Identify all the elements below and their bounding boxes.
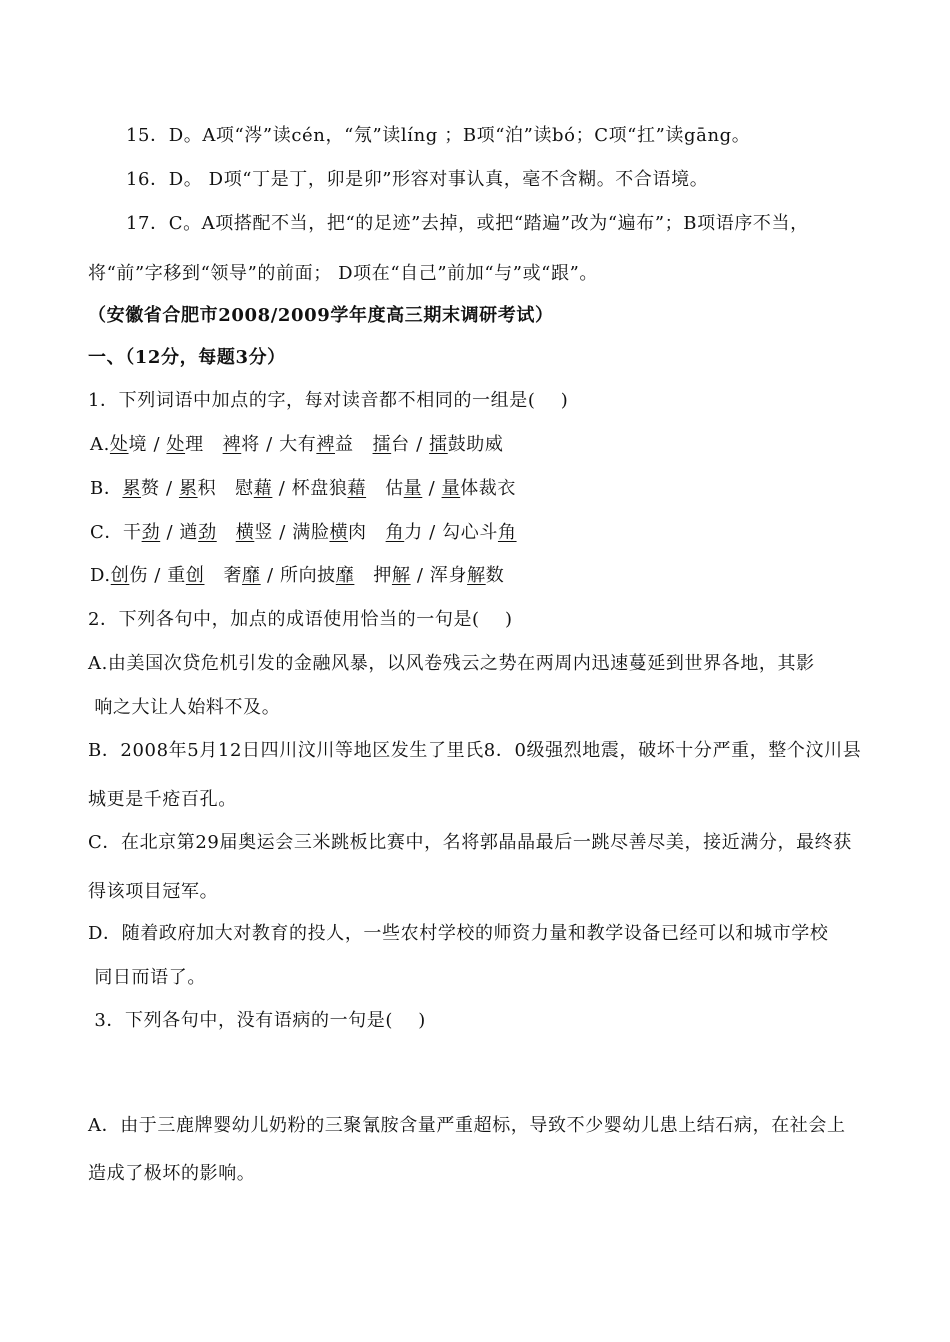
- word-text: 伤: [129, 565, 148, 586]
- word-text: 力: [404, 522, 423, 543]
- word-text: 押: [373, 565, 392, 586]
- word-pair: [373, 565, 504, 586]
- word-text: / 所向披: [260, 565, 336, 586]
- word-pair: [110, 434, 204, 455]
- word-text: 将: [241, 434, 260, 455]
- question-2-option-d-line-2: 同日而语了。: [88, 967, 206, 988]
- dotted-character: 劲: [198, 522, 217, 543]
- question-2-option-a-line-2: 响之大让人始料不及。: [88, 697, 281, 718]
- option-label: A.: [90, 434, 110, 455]
- dotted-character: 劲: [141, 522, 161, 543]
- word-text: 积: [197, 478, 217, 499]
- word-text: /: [159, 478, 179, 499]
- question-2-option-d-line-1: D．随着政府加大对教育的投人，一些农村学校的师资力量和教学设备已经可以和城市学校: [88, 923, 829, 944]
- word-pair: [385, 478, 516, 499]
- word-text: 奢: [223, 565, 243, 586]
- answer-17-line-1: 17．C。A项搭配不当，把“的足迹”去掉，或把“踏遍”改为“遍布”；B项语序不当，: [126, 213, 809, 234]
- question-3-option-a-line-1: A．由于三鹿牌婴幼儿奶粉的三聚氰胺含量严重超标，导致不少婴幼儿患上结石病，在社会上: [88, 1115, 846, 1136]
- dotted-character: 藉: [347, 478, 367, 499]
- word-pair: [236, 522, 367, 543]
- dotted-character: 横: [329, 522, 349, 543]
- answer-16: 16．D。 D项“丁是丁，卯是卯”形容对事认真，毫不含糊。不合语境。: [126, 169, 709, 190]
- word-text: 境: [128, 434, 148, 455]
- word-text: / 浑身: [410, 565, 468, 586]
- dotted-character: 处: [166, 434, 186, 455]
- word-text: / 勾心斗: [422, 522, 498, 543]
- word-text: / 重: [147, 565, 186, 586]
- word-text: 台: [391, 434, 410, 455]
- option-label: B．: [90, 478, 123, 499]
- option-label: D.: [90, 565, 111, 586]
- dotted-character: 擂: [429, 434, 448, 455]
- word-text: 理: [185, 434, 204, 455]
- question-1-option-b: [90, 476, 516, 502]
- question-3-stem: 3．下列各句中，没有语病的一句是( ): [88, 1010, 426, 1031]
- word-text: / 满脸: [272, 522, 330, 543]
- word-text: 益: [334, 434, 354, 455]
- question-1-stem: 1．下列词语中加点的字，每对读音都不相同的一组是( ): [88, 390, 569, 411]
- dotted-character: 角: [497, 522, 517, 543]
- dotted-character: 处: [109, 434, 129, 455]
- word-text: / 杯盘狼: [272, 478, 348, 499]
- exam-source-title: （安徽省合肥市2008/2009学年度高三期末调研考试）: [88, 305, 554, 326]
- question-1-option-a: [90, 432, 504, 458]
- question-1-option-d: [90, 563, 504, 589]
- section-heading: 一、（12分，每题3分）: [88, 347, 286, 368]
- word-pair: [223, 565, 354, 586]
- dotted-character: 裨: [222, 434, 242, 455]
- option-label: C．: [90, 522, 123, 543]
- dotted-character: 量: [441, 478, 461, 499]
- dotted-character: 横: [235, 522, 255, 543]
- dotted-character: 累: [178, 478, 198, 499]
- word-text: 竖: [254, 522, 273, 543]
- dotted-character: 解: [467, 565, 486, 586]
- dotted-character: 创: [110, 565, 130, 586]
- answer-15: 15．D。A项“涔”读cén，“氖”读líng ；B项“泊”读bó；C项“扛”读gāng。: [126, 125, 751, 146]
- word-text: 鼓助威: [447, 434, 504, 455]
- word-pair: [122, 478, 216, 499]
- question-2-stem: 2．下列各句中，加点的成语使用恰当的一句是( ): [88, 609, 513, 630]
- word-pair: [223, 434, 354, 455]
- word-pair: [111, 565, 205, 586]
- dotted-character: 藉: [253, 478, 273, 499]
- word-text: / 大有: [259, 434, 317, 455]
- word-text: 干: [122, 522, 142, 543]
- word-pair: [386, 522, 517, 543]
- word-text: 肉: [348, 522, 367, 543]
- word-pair: [373, 434, 504, 455]
- word-text: /: [409, 434, 430, 455]
- word-text: /: [422, 478, 442, 499]
- word-text: 估: [385, 478, 404, 499]
- dotted-character: 量: [403, 478, 423, 499]
- dotted-character: 角: [385, 522, 405, 543]
- dotted-character: 累: [122, 478, 142, 499]
- dotted-character: 创: [185, 565, 205, 586]
- question-1-option-c: [90, 520, 517, 546]
- word-text: 慰: [235, 478, 254, 499]
- word-text: 数: [485, 565, 505, 586]
- word-text: / 遒: [160, 522, 199, 543]
- dotted-character: 靡: [242, 565, 261, 586]
- word-text: 赘: [141, 478, 160, 499]
- question-3-option-a-line-2: 造成了极坏的影响。: [88, 1163, 256, 1184]
- dotted-character: 裨: [316, 434, 335, 455]
- question-2-option-b-line-1: B．2008年5月12日四川汶川等地区发生了里氏8．0级强烈地震，破坏十分严重，整个汶川县: [88, 740, 862, 761]
- word-pair: [123, 522, 217, 543]
- question-2-option-b-line-2: 城更是千疮百孔。: [88, 789, 237, 810]
- word-pair: [235, 478, 366, 499]
- question-2-option-a-line-1: A.由美国次贷危机引发的金融风暴，以风卷残云之势在两周内迅速蔓延到世界各地，其影: [88, 653, 815, 674]
- word-text: /: [147, 434, 167, 455]
- dotted-character: 擂: [372, 434, 392, 455]
- question-2-option-c-line-2: 得该项目冠军。: [88, 881, 219, 902]
- dotted-character: 解: [391, 565, 411, 586]
- word-text: 体裁衣: [460, 478, 517, 499]
- dotted-character: 靡: [335, 565, 355, 586]
- question-2-option-c-line-1: C．在北京第29届奥运会三米跳板比赛中，名将郭晶晶最后一跳尽善尽美，接近满分，最终获: [88, 832, 852, 853]
- answer-17-line-2: 将“前”字移到“领导”的前面； D项在“自己”前加“与”或“跟”。: [88, 263, 598, 284]
